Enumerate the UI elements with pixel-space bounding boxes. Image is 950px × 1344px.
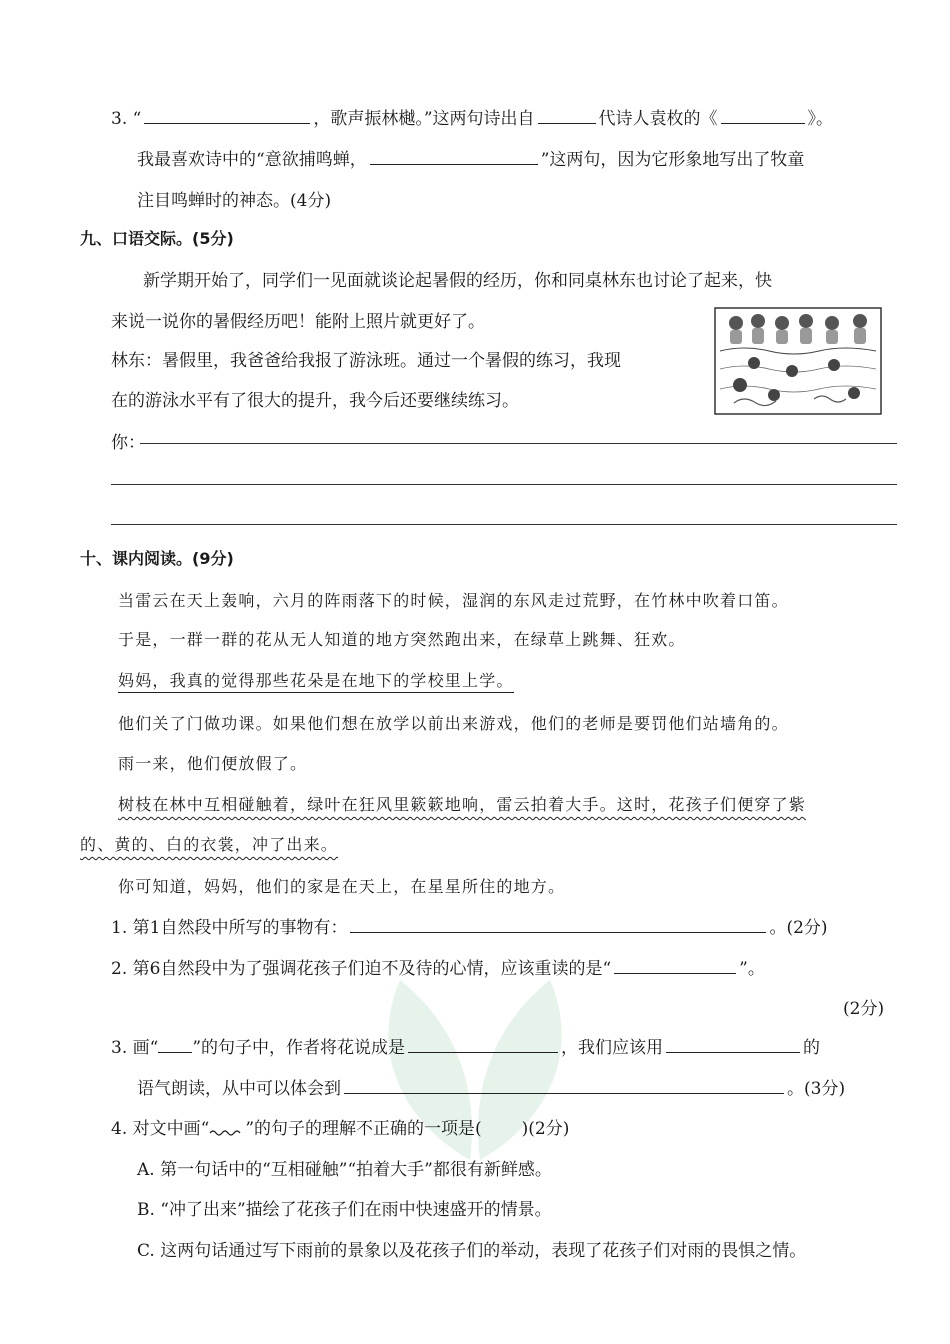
q8-item3-end: 》。 [807,109,834,129]
passage-paragraph-1: 当雷云在天上轰响，六月的阵雨落下的时候，湿润的东风走过荒野，在竹林中吹着口笛。 [118,591,789,610]
q10-question-1 [111,913,828,938]
swimming-illustration [714,307,882,415]
q2-end: ”。 [739,959,765,979]
q1-text: 1. 第1自然段中所写的事物有： [111,918,348,938]
q9-intro-line1: 新学期开始了，同学们一见面就谈论起暑假的经历，你和同桌林东也讨论了起来，快 [143,271,772,291]
wavy-underlined-sentence-cont: 的、黄的、白的衣裳，冲了出来。 [80,835,339,854]
q9-lindong-line2: 在的游泳水平有了很大的提升，我今后还要继续练习。 [111,391,519,411]
q10-question-2 [111,954,765,979]
q3-score: 。(3分) [787,1079,846,1099]
q8-line2-text: 我最喜欢诗中的“意欲捕鸣蝉， [137,150,367,170]
straight-underlined-sentence: 妈妈，我真的觉得那些花朵是在地下的学校里上学。 [118,671,514,693]
passage-paragraph-4: 他们关了门做功课。如果他们想在放学以前出来游戏，他们的老师是要罚他们站墙角的。 [118,714,789,733]
q9-you-label: 你： [111,433,145,453]
answer-blank[interactable] [538,122,596,124]
q10-question-3 [111,1033,820,1058]
answer-blank[interactable] [666,1051,800,1053]
answer-blank[interactable] [144,122,310,124]
q8-item3-text2: 代诗人袁枚的《 [598,109,718,129]
q4-text: 4. 对文中画“ [111,1119,210,1139]
passage-paragraph-6b [80,832,338,855]
option-a: A. 第一句话中的“互相碰触”“拍着大手”都很有新鲜感。 [137,1160,552,1180]
q8-item3-line1 [111,104,833,129]
passage-paragraph-6a [118,792,806,815]
wavy-underlined-sentence: 树枝在林中互相碰触着，绿叶在狂风里簌簌地响，雷云拍着大手。这时，花孩子们便穿了紫 [118,795,807,814]
option-c: C. 这两句话通过写下雨前的景象以及花孩子们的举动，表现了花孩子们对雨的畏惧之情。 [137,1241,807,1261]
q2-text: 2. 第6自然段中为了强调花孩子们迫不及待的心情，应该重读的是“ [111,959,612,979]
q3-text2: ”的句子中，作者将花说成是 [192,1038,406,1058]
q9-lindong-line1: 林东：暑假里，我爸爸给我报了游泳班。通过一个暑假的练习，我现 [111,351,621,371]
q3-text3: ，我们应该用 [561,1038,664,1058]
q4-text2: ”的句子的理解不正确的一项是( [245,1119,482,1139]
passage-paragraph-5: 雨一来，他们便放假了。 [118,754,308,773]
answer-blank[interactable] [344,1092,784,1094]
q9-answer-line-3[interactable] [111,524,897,525]
q8-line2-text2: ”这两句，因为它形象地写出了牧童 [540,150,805,170]
q2-score: (2分) [843,999,885,1019]
q9-answer-line-2[interactable] [111,484,897,485]
q8-item3-text: ，歌声振林樾。”这两句诗出自 [313,109,535,129]
option-b: B. “冲了出来”描绘了花孩子们在雨中快速盛开的情景。 [137,1200,552,1220]
passage-paragraph-7: 你可知道，妈妈，他们的家是在天上，在星星所住的地方。 [118,877,566,896]
q8-item3-prefix: 3. “ [111,109,142,129]
q1-score: 。(2分) [769,918,828,938]
q4-score: )(2分) [521,1119,570,1139]
q10-heading: 十、课内阅读。(9分) [80,549,234,568]
answer-blank[interactable] [370,163,538,165]
passage-paragraph-2: 于是，一群一群的花从无人知道的地方突然跑出来，在绿草上跳舞、狂欢。 [118,630,686,649]
answer-blank[interactable] [408,1051,558,1053]
underline-sample [158,1051,192,1053]
q3-text5: 语气朗读，从中可以体会到 [137,1079,341,1099]
q9-answer-line-1[interactable] [140,443,897,444]
answer-blank[interactable] [350,931,766,933]
passage-paragraph-3 [118,668,514,691]
answer-blank[interactable] [614,972,736,974]
q8-item3-line3: 注目鸣蝉时的神态。(4分) [137,191,332,211]
q9-heading: 九、口语交际。(5分) [80,229,234,248]
wavy-underline-sample [209,1128,245,1138]
q3-text: 3. 画“ [111,1038,159,1058]
q9-intro-line2: 来说一说你的暑假经历吧！能附上照片就更好了。 [111,312,485,332]
q10-question-3-line2 [137,1074,845,1099]
q10-question-4 [111,1114,569,1139]
answer-blank[interactable] [721,122,805,124]
q8-item3-line2 [137,145,804,170]
q3-text4: 的 [803,1038,821,1058]
